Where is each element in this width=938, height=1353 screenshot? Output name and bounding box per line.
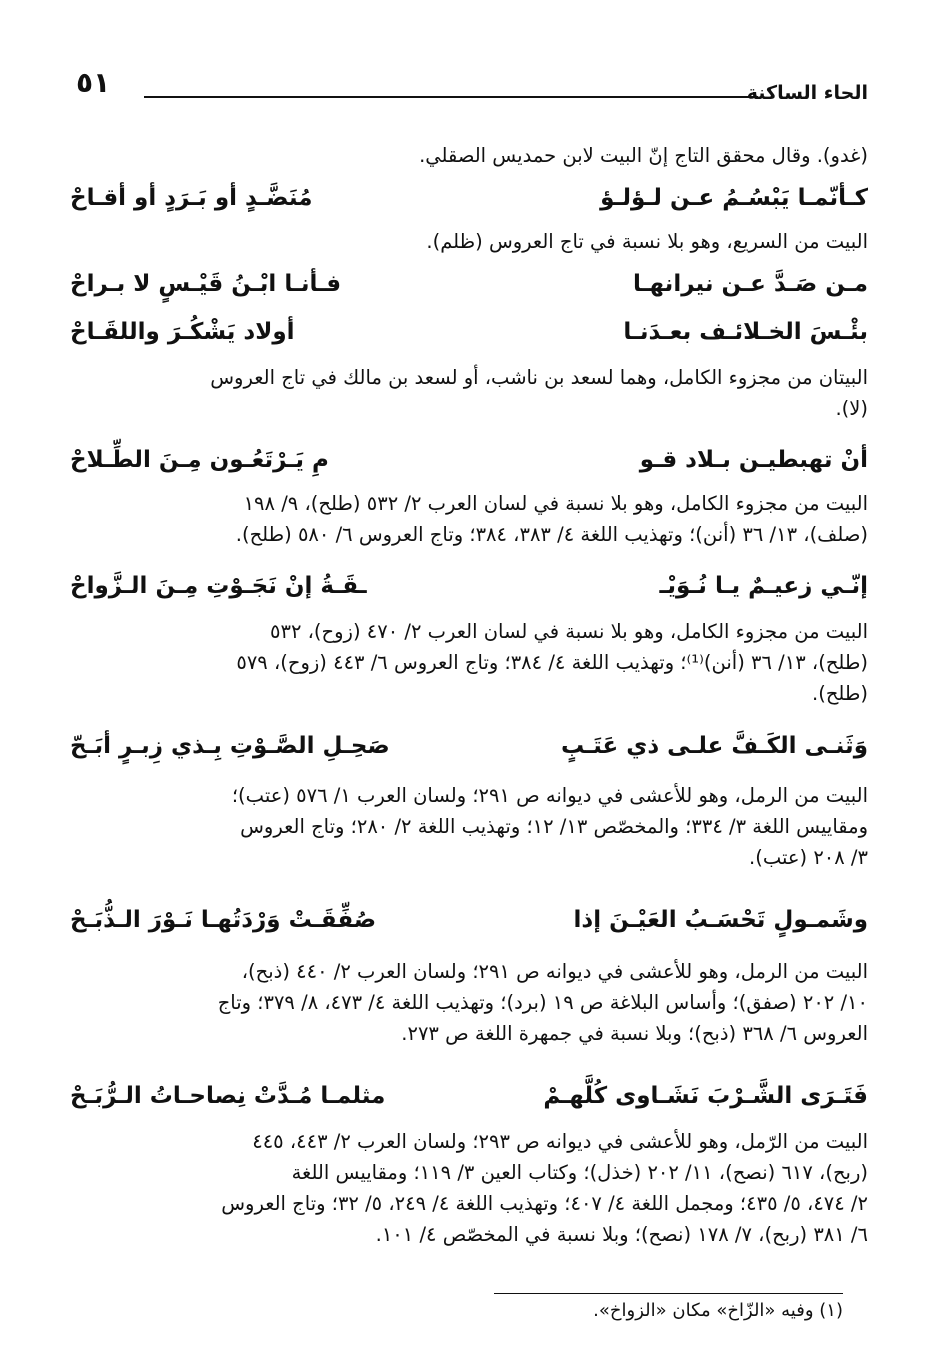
- poem-verse: [70, 900, 868, 940]
- verse-first-hemistich: مـن صَـدَّ عـن نيرانهـا: [633, 271, 868, 297]
- poem-verse: [70, 264, 868, 304]
- header-rule: [144, 96, 758, 98]
- running-header: [76, 66, 868, 110]
- verse-first-hemistich: كـأنّمـا يَبْسُـمُ عـن لـؤلـؤ: [600, 185, 868, 211]
- commentary-line: ٢/ ٤٧٤، ٥/ ٤٣٥؛ ومجمل اللغة ٤/ ٤٠٧؛ وتهذيب اللغة ٤/ ٢٤٩، ٥/ ٣٢؛ وتاج العروس: [221, 1192, 868, 1215]
- verse-first-hemistich: أنْ تهبطيـن بـلاد قـو: [639, 447, 868, 473]
- verse-second-hemistich: فـأنـا ابْـنُ قَيْـسٍ لا بـراحْ: [70, 271, 342, 297]
- commentary-paragraph: [70, 362, 868, 424]
- verse-second-hemistich: صَحِـلِ الصَّـوْتِ بِـذي زِبـرٍ أبَـحّ: [70, 733, 390, 759]
- commentary-paragraph: [70, 956, 868, 1049]
- commentary-line: البيتان من مجزوء الكامل، وهما لسعد بن ناشب، أو لسعد بن مالك في تاج العروس: [210, 366, 868, 389]
- poem-verse: [70, 726, 868, 766]
- verse-second-hemistich: أولاد يَشْكُـرَ واللقَـاحْ: [70, 319, 295, 345]
- commentary-paragraph: [70, 780, 868, 873]
- footnote-rule: [494, 1293, 843, 1294]
- poem-verse: [70, 566, 868, 606]
- commentary-line: البيت من مجزوء الكامل، وهو بلا نسبة في لسان العرب ٢/ ٤٧٠ (زوح)، ٥٣٢: [270, 620, 868, 643]
- poem-verse: [70, 178, 868, 218]
- verse-first-hemistich: بئْـسَ الخـلائـف بعـدَنـا: [623, 319, 868, 345]
- page-number: ٥١: [76, 66, 111, 99]
- commentary-line: ومقاييس اللغة ٣/ ٣٣٤؛ والمخصّص ١٣/ ١٢؛ وتهذيب اللغة ٢/ ٢٨٠؛ وتاج العروس: [240, 815, 868, 838]
- verse-second-hemistich: مُنَضَّـدٍ أو بَـرَدٍ أو أقـاحْ: [70, 185, 313, 211]
- verse-second-hemistich: مثلمـا مُـدَّتْ نِصاحـاتُ الـرُّبَـحْ: [70, 1083, 386, 1109]
- verse-first-hemistich: وشَمـولٍ تَحْسَـبُ العَيْـنَ إذا: [573, 907, 868, 933]
- poem-verse: [70, 440, 868, 480]
- commentary-line: البيت من الرمل، وهو للأعشى في ديوانه ص ٢٩١؛ ولسان العرب ٢/ ٤٤٠ (ذبح)،: [241, 960, 868, 983]
- verse-first-hemistich: وَثَنـى الكَـفَّ علـى ذي عَتَـبٍ: [560, 733, 868, 759]
- commentary-line: (طلح).: [812, 682, 868, 705]
- poem-verse: [70, 1076, 868, 1116]
- commentary-line: العروس ٦/ ٣٦٨ (ذبح)؛ وبلا نسبة في جمهرة اللغة ص ٢٧٣.: [401, 1022, 868, 1045]
- commentary-line: (ربح)، ٦١٧ (نصح)، ١١/ ٢٠٢ (خذل)؛ وكتاب العين ٣/ ١١٩؛ ومقاييس اللغة: [291, 1161, 868, 1184]
- commentary-line: (غدو). وقال محقق التاج إنّ البيت لابن حمديس الصقلي.: [419, 144, 868, 167]
- commentary-paragraph: [70, 140, 868, 171]
- commentary-line: (لا).: [835, 397, 868, 420]
- commentary-line: (صلف)، ١٣/ ٣٦ (أنن)؛ وتهذيب اللغة ٤/ ٣٨٣، ٣٨٤؛ وتاج العروس ٦/ ٥٨٠ (طلح).: [235, 523, 868, 546]
- commentary-line: البيت من الرّمل، وهو للأعشى في ديوانه ص ٢٩٣؛ ولسان العرب ٢/ ٤٤٣، ٤٤٥: [252, 1130, 868, 1153]
- commentary-line: ٣/ ٢٠٨ (عتب).: [749, 846, 868, 869]
- commentary-paragraph: [70, 488, 868, 550]
- commentary-line: ٦/ ٣٨١ (ربح)، ٧/ ١٧٨ (نصح)؛ وبلا نسبة في المخصّص ٤/ ١٠١.: [375, 1223, 868, 1246]
- verse-second-hemistich: ـقَـةُ إنْ نَجَـوْتِ مِـنَ الـزَّواحْ: [70, 573, 367, 599]
- chapter-title: الحاء الساكنة: [746, 82, 868, 104]
- verse-first-hemistich: فَتَـرَى الشَّـرْبَ نَشَـاوى كُلَّهـمْ: [543, 1083, 868, 1109]
- commentary-line: البيت من مجزوء الكامل، وهو بلا نسبة في لسان العرب ٢/ ٥٣٢ (طلح)، ٩/ ١٩٨: [243, 492, 868, 515]
- verse-second-hemistich: مِ يَـرْتَعُـون مِـنَ الطِّـلاحْ: [70, 447, 329, 473]
- commentary-paragraph: [70, 616, 868, 709]
- verse-second-hemistich: صُفِّقَـتْ وَرْدَتُهـا نَـوْرَ الـذُّبَـحْ: [70, 907, 377, 933]
- commentary-line: البيت من السريع، وهو بلا نسبة في تاج العروس (ظلم).: [426, 230, 868, 253]
- commentary-paragraph: [70, 1126, 868, 1250]
- commentary-line: (طلح)، ١٣/ ٣٦ (أنن)⁽¹⁾؛ وتهذيب اللغة ٤/ ٣٨٤؛ وتاج العروس ٦/ ٤٤٣ (زوح)، ٥٧٩: [236, 651, 868, 674]
- commentary-line: ١٠/ ٢٠٢ (صفق)؛ وأساس البلاغة ص ١٩ (برد)؛ وتهذيب اللغة ٤/ ٤٧٣، ٨/ ٣٧٩؛ وتاج: [217, 991, 868, 1014]
- poem-verse: [70, 312, 868, 352]
- verse-first-hemistich: إنّـي زعيـمٌ يـا نُـوَيْـ: [659, 573, 868, 599]
- footnote: (١) وفيه «الزّاخ» مكان «الزواخ».: [593, 1300, 843, 1321]
- commentary-paragraph: [70, 226, 868, 257]
- commentary-line: البيت من الرمل، وهو للأعشى في ديوانه ص ٢٩١؛ ولسان العرب ١/ ٥٧٦ (عتب)؛: [231, 784, 868, 807]
